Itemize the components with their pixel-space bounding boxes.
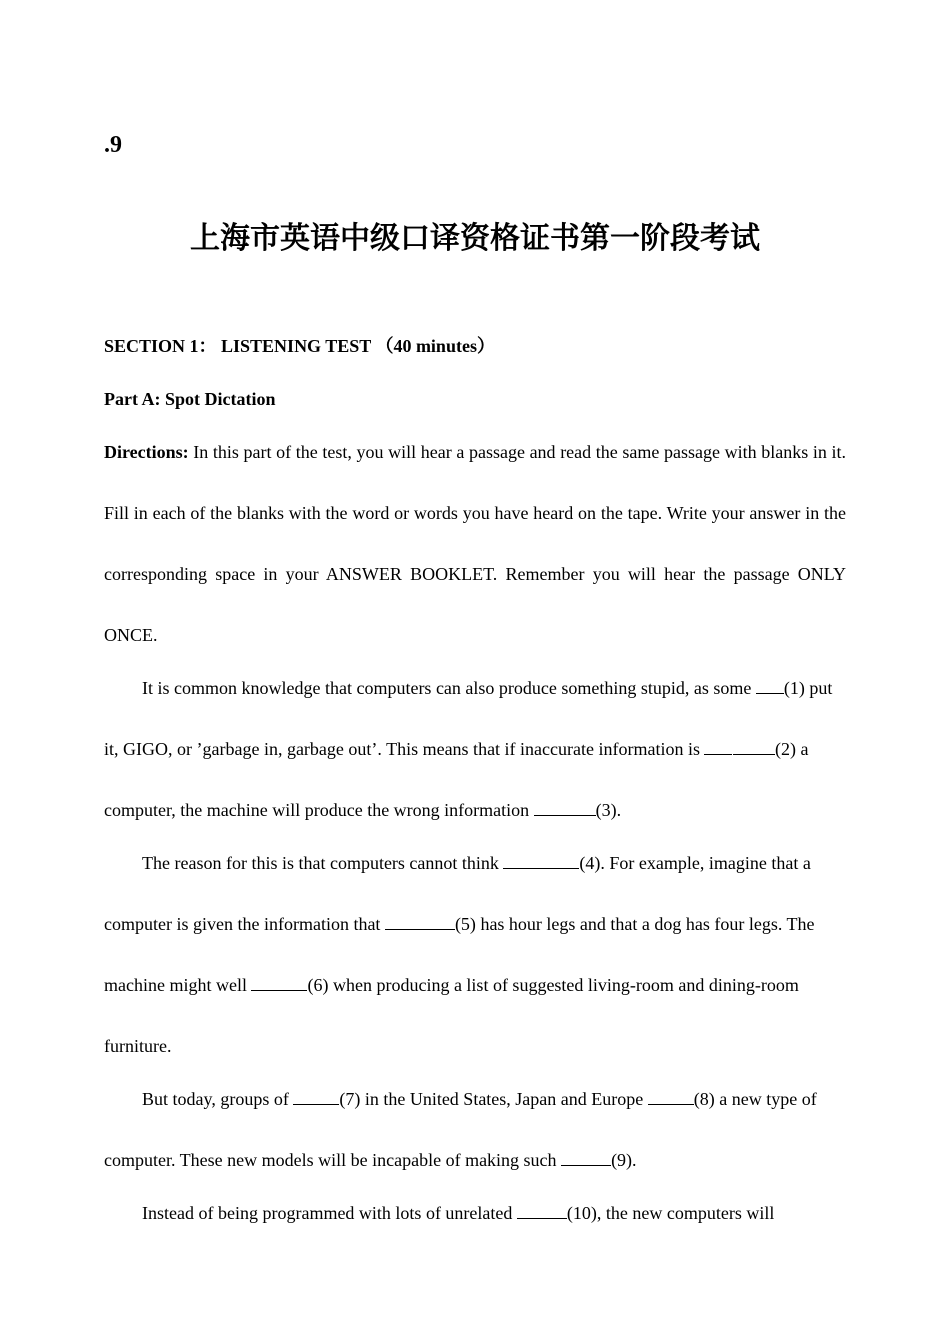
page-marker: .9 — [104, 132, 122, 158]
blank-8 — [648, 1089, 694, 1105]
section-heading: SECTION 1： LISTENING TEST （40 minutes） — [104, 336, 495, 356]
blank-10-number: (10) — [566, 1203, 597, 1223]
blank-4 — [503, 853, 579, 869]
passage-paragraph-3: But today, groups of (7) in the United States, Japan and Europe (8) a new type of computer. These new models will be incapable of making such (9). — [104, 1089, 817, 1170]
blank-1-number: (1) — [783, 678, 805, 698]
directions-text: In this part of the test, you will hear a passage and read the same passage with blanks in it. Fill in each of the blanks with the word or words you have heard on the tape. Write your answer in the corresponding space in your ANSWER BOOKLET. Remember you will hear the passage ONLY ONCE. — [104, 442, 846, 645]
passage-paragraph-4: Instead of being programmed with lots of unrelated (10), the new computers will — [142, 1203, 775, 1223]
blank-5-number: (5) — [454, 914, 476, 934]
directions-label: Directions: — [104, 442, 189, 462]
blank-1 — [756, 678, 784, 694]
blank-3-number: (3). — [595, 800, 622, 820]
blank-6 — [251, 975, 307, 991]
passage-paragraph-1: It is common knowledge that computers can also produce something stupid, as some (1) put it, GIGO, or ’garbage in, garbage out’. This means that if inaccurate information is (2) a computer, the machine will produce the wrong information (3). — [104, 678, 833, 820]
passage-paragraph-2: The reason for this is that computers cannot think (4). For example, imagine that a computer is given the information that (5) has hour legs and that a dog has four legs. The machine might well (6) when producing a list of suggested living-room and dining-room furniture. — [104, 853, 815, 1056]
blank-6-number: (6) — [307, 975, 329, 995]
blank-7 — [293, 1089, 339, 1105]
blank-2-continued — [733, 739, 775, 755]
page-title: 上海市英语中级口译资格证书第一阶段考试 — [190, 221, 760, 256]
blank-10 — [517, 1203, 567, 1219]
blank-2-number: (2) — [774, 739, 796, 759]
blank-9-number: (9). — [611, 1150, 637, 1170]
blank-4-number: (4) — [579, 853, 601, 873]
blank-9 — [561, 1150, 611, 1166]
blank-7-number: (7) — [339, 1089, 361, 1109]
part-heading: Part A: Spot Dictation — [104, 389, 276, 409]
document-body — [104, 331, 846, 1244]
blank-5 — [385, 914, 455, 930]
blank-2 — [704, 739, 732, 755]
blank-3 — [534, 800, 596, 816]
blank-8-number: (8) — [693, 1089, 715, 1109]
directions-paragraph — [104, 422, 846, 666]
